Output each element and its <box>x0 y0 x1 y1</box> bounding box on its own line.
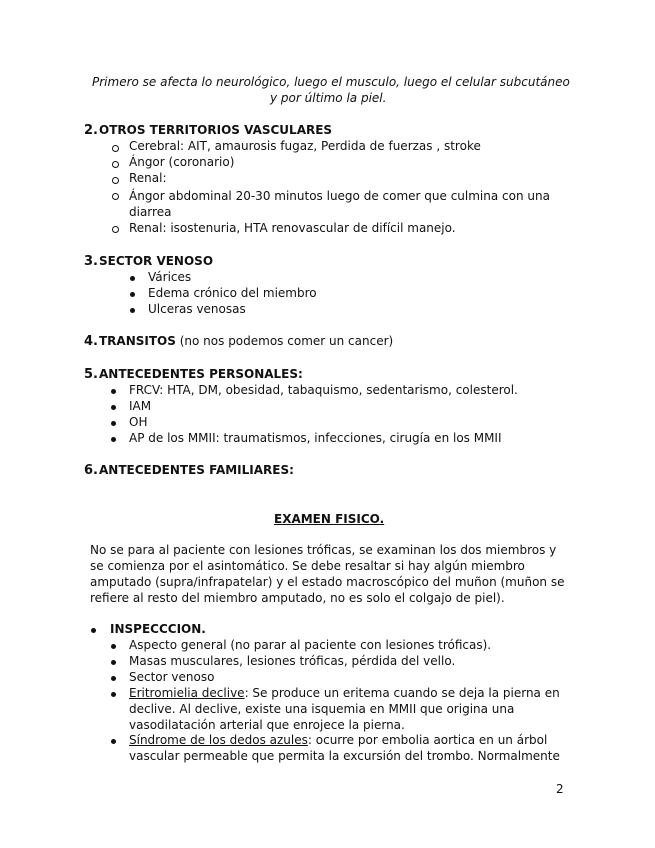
list-item: Sector venoso <box>129 670 215 684</box>
bullet-circle-icon <box>112 161 119 168</box>
intro-line-1: Primero se afecta lo neurológico, luego el musculo, luego el celular subcutáneo <box>92 75 570 89</box>
section-4-note: (no nos podemos comer un cancer) <box>179 334 394 348</box>
bullet-dot-icon <box>111 676 116 681</box>
inspeccion-title: INSPECCCION. <box>110 622 206 636</box>
list-item: Cerebral: AIT, amaurosis fugaz, Perdida de fuerzas , stroke <box>129 139 481 153</box>
bullet-circle-icon <box>112 226 119 233</box>
bullet-dot-icon <box>91 628 96 633</box>
bullet-circle-icon <box>112 193 119 200</box>
list-item: AP de los MMII: traumatismos, infecciones, cirugía en los MMII <box>129 431 502 445</box>
eritromielia-text: : Se produce un eritema cuando se deja la pierna en <box>244 686 560 700</box>
section-5-number: 5. <box>84 367 98 382</box>
section-5-title: ANTECEDENTES PERSONALES: <box>99 367 303 381</box>
paragraph-line-2: se comienza por el asintomático. Se debe resaltar si hay algún miembro <box>90 559 525 573</box>
exam-heading: EXAMEN FISICO. <box>274 512 385 526</box>
section-3-title: SECTOR VENOSO <box>99 254 214 268</box>
section-4-title: TRANSITOS <box>99 334 176 348</box>
sindrome-line-1 <box>129 733 547 748</box>
sindrome-term: Síndrome de los dedos azules <box>129 733 308 747</box>
list-item: Aspecto general (no parar al paciente con lesiones tróficas). <box>129 638 492 652</box>
list-item: Ángor (coronario) <box>129 155 235 169</box>
paragraph-line-1: No se para al paciente con lesiones tróficas, se examinan los dos miembros y <box>90 543 557 557</box>
section-6-title: ANTECEDENTES FAMILIARES: <box>99 463 294 477</box>
bullet-dot-icon <box>111 660 116 665</box>
section-2-title: OTROS TERRITORIOS VASCULARES <box>99 123 333 137</box>
bullet-dot-icon <box>111 421 116 426</box>
list-item: Renal: isostenuria, HTA renovascular de difícil manejo. <box>129 221 456 235</box>
bullet-dot-icon <box>111 739 116 744</box>
bullet-circle-icon <box>112 145 119 152</box>
list-item: Ulceras venosas <box>148 302 246 316</box>
sindrome-text: : ocurre por embolia aortica en un árbol <box>307 733 548 747</box>
bullet-dot-icon <box>130 292 135 297</box>
list-item: IAM <box>129 399 152 413</box>
intro-line-2: y por último la piel. <box>270 91 387 105</box>
bullet-dot-icon <box>111 644 116 649</box>
bullet-dot-icon <box>130 308 135 313</box>
page-number: 2 <box>556 782 564 796</box>
eritromielia-line-2: declive. Al declive, existe una isquemia en MMII que origina una <box>129 702 515 716</box>
list-item: Várices <box>148 270 192 284</box>
eritromielia-line-3: vasodilatación arterial que enrojece la pierna. <box>129 718 405 732</box>
bullet-dot-icon <box>111 389 116 394</box>
bullet-dot-icon <box>130 276 135 281</box>
list-item: OH <box>129 415 148 429</box>
list-item: Edema crónico del miembro <box>148 286 317 300</box>
section-2-number: 2. <box>84 123 98 138</box>
eritromielia-line-1 <box>129 686 560 701</box>
section-4-number: 4. <box>84 334 98 349</box>
section-6-number: 6. <box>84 463 98 478</box>
bullet-dot-icon <box>111 437 116 442</box>
list-item: Renal: <box>129 171 167 185</box>
list-item: Ángor abdominal 20-30 minutos luego de comer que culmina con una <box>129 189 550 203</box>
bullet-dot-icon <box>111 692 116 697</box>
section-3-number: 3. <box>84 254 98 269</box>
section-4-line <box>99 334 393 349</box>
paragraph-line-4: refiere al resto del miembro amputado, no es solo el colgajo de piel). <box>90 591 505 605</box>
list-item: Masas musculares, lesiones tróficas, pérdida del vello. <box>129 654 456 668</box>
list-item-continuation: diarrea <box>129 205 172 219</box>
bullet-dot-icon <box>111 405 116 410</box>
paragraph-line-3: amputado (supra/infrapatelar) y el estado macroscópico del muñon (muñon se <box>90 575 565 589</box>
sindrome-line-2: vascular permeable que permita la excursión del trombo. Normalmente <box>129 749 560 763</box>
eritromielia-term: Eritromielia declive <box>129 686 245 700</box>
list-item: FRCV: HTA, DM, obesidad, tabaquismo, sedentarismo, colesterol. <box>129 383 518 397</box>
bullet-circle-icon <box>112 177 119 184</box>
